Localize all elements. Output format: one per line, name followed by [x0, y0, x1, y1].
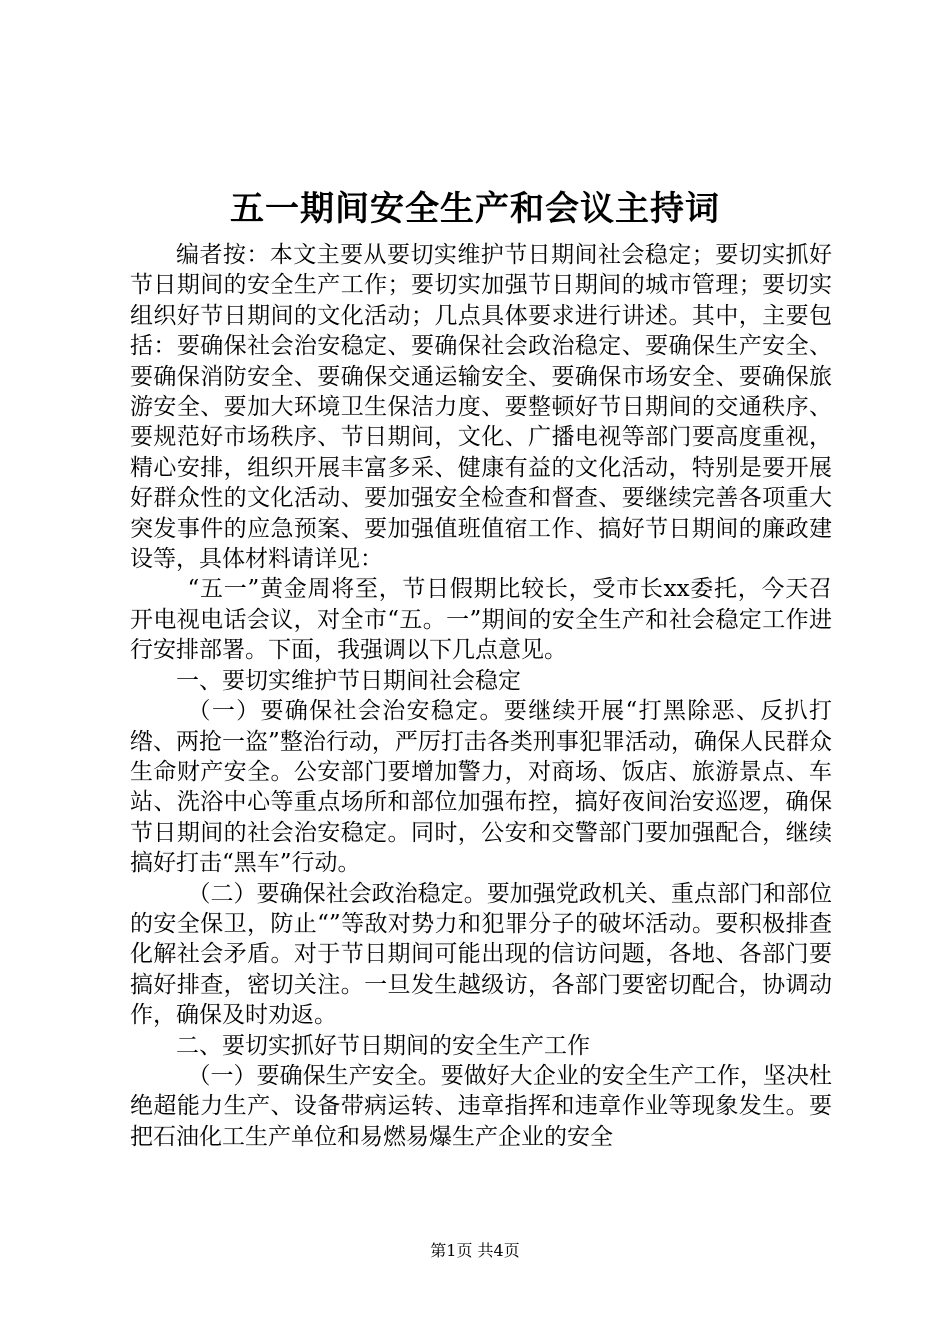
subsection-paragraph-1-1: （一）要确保社会治安稳定。要继续开展“打黑除恶、反扒打绺、两抢一盗”整治行动，严厉打击各类刑事犯罪活动，确保人民群众生命财产安全。公安部门要增加警力，对商场、饭店、旅游景点、车站、洗浴中心等重点场所和部位加强布控，搞好夜间治安巡逻，确保节日期间的社会治安稳定。同时，公安和交警部门要加强配合，继续搞好打击“黑车”行动。 — [130, 698, 832, 877]
editor-note-paragraph: 编者按：本文主要从要切实维护节日期间社会稳定；要切实抓好节日期间的安全生产工作；要切实加强节日期间的城市管理；要切实组织好节日期间的文化活动；几点具体要求进行讲述。其中，主要包括：要确保社会治安稳定、要确保社会政治稳定、要确保生产安全、要确保消防安全、要确保交通运输安全、要确保市场安全、要确保旅游安全、要加大环境卫生保洁力度、要整顿好节日期间的交通秩序、要规范好市场秩序、节日期间，文化、广播电视等部门要高度重视，精心安排，组织开展丰富多采、健康有益的文化活动，特别是要开展好群众性的文化活动、要加强安全检查和督查、要继续完善各项重大突发事件的应急预案、要加强值班值宿工作、搞好节日期间的廉政建设等，具体材料请详见： — [130, 242, 832, 573]
document-body — [130, 240, 832, 1152]
subsection-paragraph-1-2: （二）要确保社会政治稳定。要加强党政机关、重点部门和部位的安全保卫，防止“”等敌对势力和犯罪分子的破坏活动。要积极排查化解社会矛盾。对于节日期间可能出现的信访问题，各地、各部门要搞好排查，密切关注。一旦发生越级访，各部门要密切配合，协调动作，确保及时劝返。 — [130, 880, 832, 1029]
document-title: 五一期间安全生产和会议主持词 — [230, 189, 720, 229]
opening-paragraph: “五一”黄金周将至，节日假期比较长，受市长xx委托，今天召开电视电话会议，对全市“五。一”期间的安全生产和社会稳定工作进行安排部署。下面，我强调以下几点意见。 — [130, 576, 832, 664]
section-heading-2: 二、要切实抓好节日期间的安全生产工作 — [176, 1032, 590, 1059]
subsection-paragraph-2-1: （一）要确保生产安全。要做好大企业的安全生产工作，坚决杜绝超能力生产、设备带病运转、违章指挥和违章作业等现象发生。要把石油化工生产单位和易燃易爆生产企业的安全 — [130, 1062, 832, 1150]
page-number-footer: 第1页 共4页 — [430, 1241, 520, 1260]
section-heading-1: 一、要切实维护节日期间社会稳定 — [176, 667, 521, 694]
